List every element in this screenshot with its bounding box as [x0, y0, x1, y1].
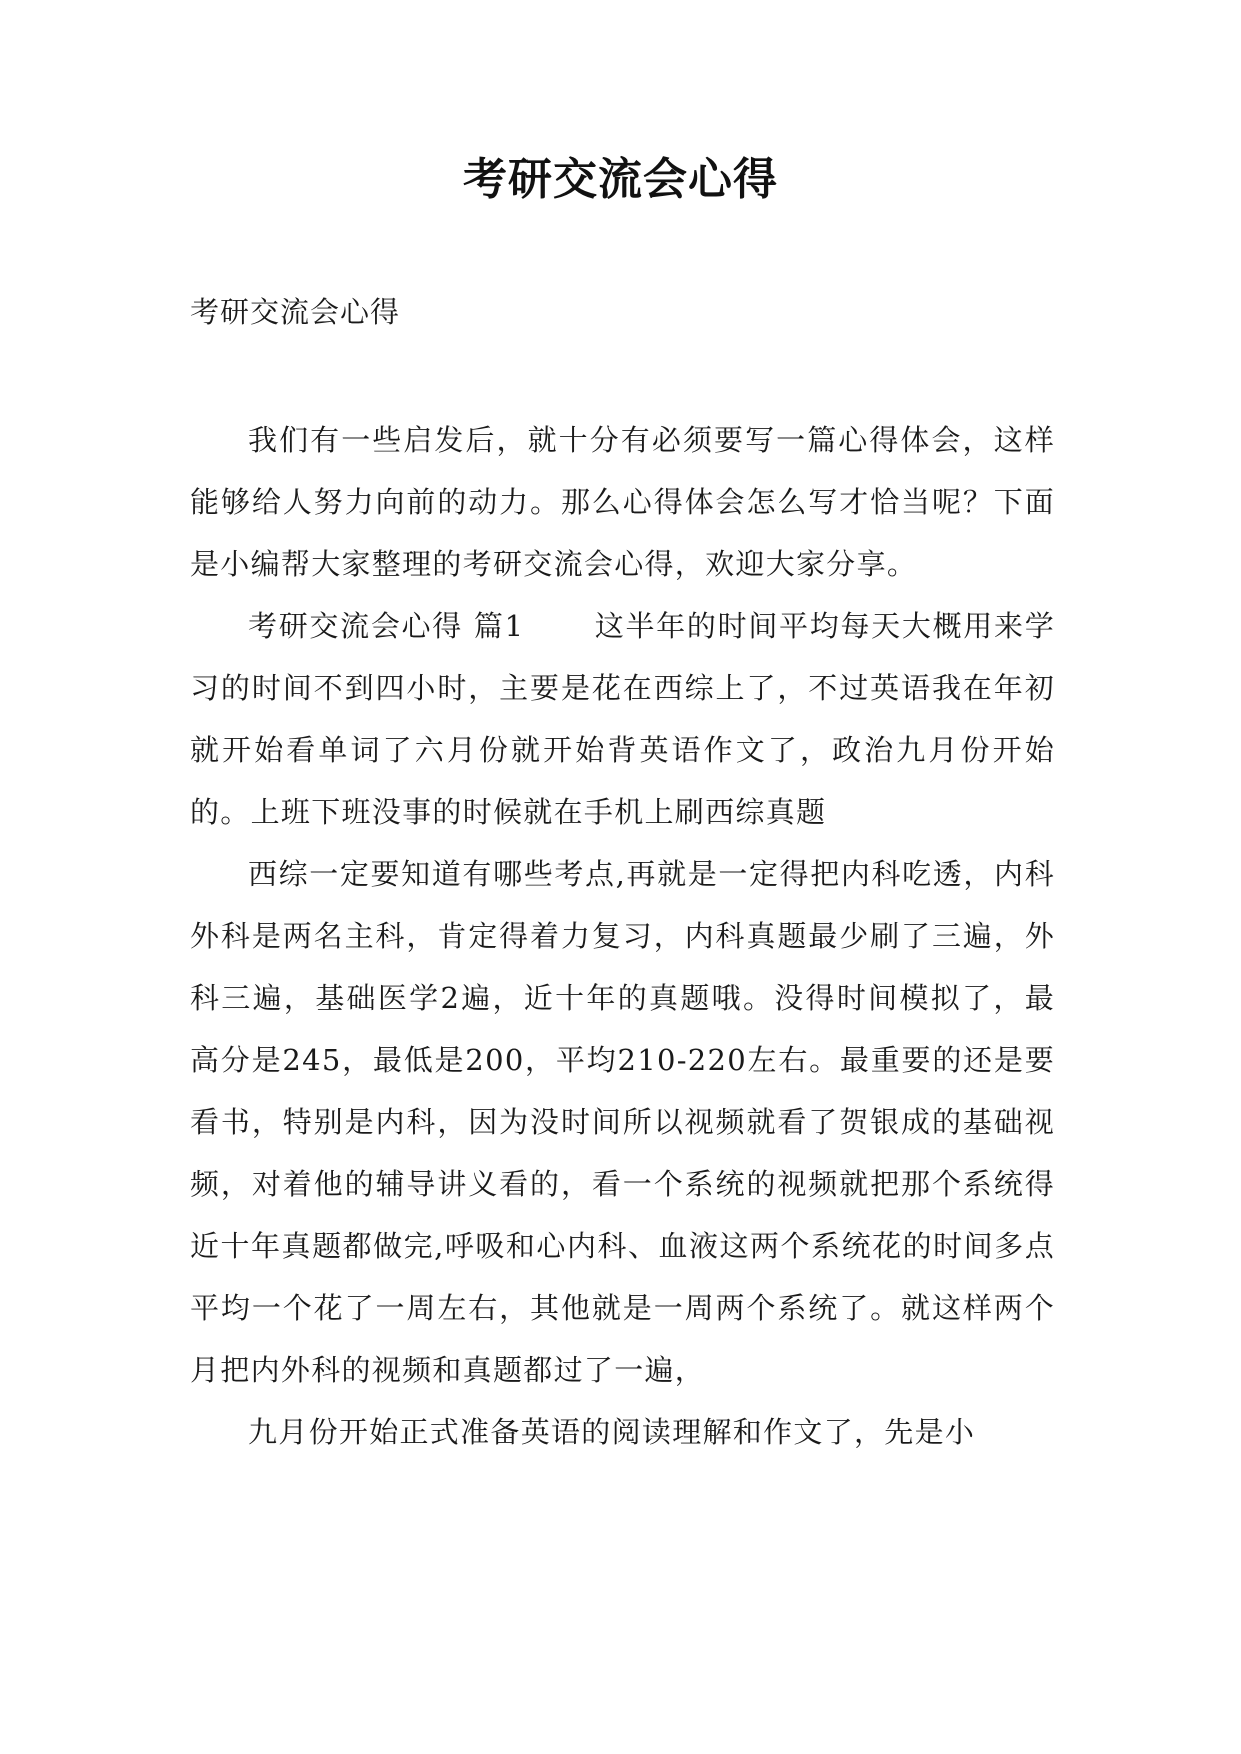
- section-1-text: 这半年的时间平均每天大概用来学习的时间不到四小时，主要是花在西综上了，不过英语我在年初就开始看单词了六月份就开始背英语作文了，政治九月份开始的。上班下班没事的时候就在手机上刷西综真题: [190, 609, 1055, 829]
- document-subtitle: 考研交流会心得: [190, 295, 401, 329]
- section-1-paragraph: [190, 595, 1055, 843]
- paragraph-3: 九月份开始正式准备英语的阅读理解和作文了，先是小: [248, 1415, 976, 1449]
- document-body: [190, 409, 1055, 1463]
- document-title: 考研交流会心得: [463, 154, 778, 205]
- intro-paragraph: 我们有一些启发后，就十分有必须要写一篇心得体会，这样能够给人努力向前的动力。那么心得体会怎么写才恰当呢？下面是小编帮大家整理的考研交流会心得，欢迎大家分享。: [190, 423, 1055, 581]
- paragraph-2: 西综一定要知道有哪些考点,再就是一定得把内科吃透，内科外科是两名主科，肯定得着力复习，内科真题最少刷了三遍，外科三遍，基础医学2遍，近十年的真题哦。没得时间模拟了，最高分是245，最低是200，平均210-220左右。最重要的还是要看书，特别是内科，因为没时间所以视频就看了贺银成的基础视频，对着他的辅导讲义看的，看一个系统的视频就把那个系统得近十年真题都做完,呼吸和心内科、血液这两个系统花的时间多点平均一个花了一周左右，其他就是一周两个系统了。就这样两个月把内外科的视频和真题都过了一遍，: [190, 857, 1055, 1387]
- section-1-heading: 考研交流会心得 篇1: [248, 609, 525, 643]
